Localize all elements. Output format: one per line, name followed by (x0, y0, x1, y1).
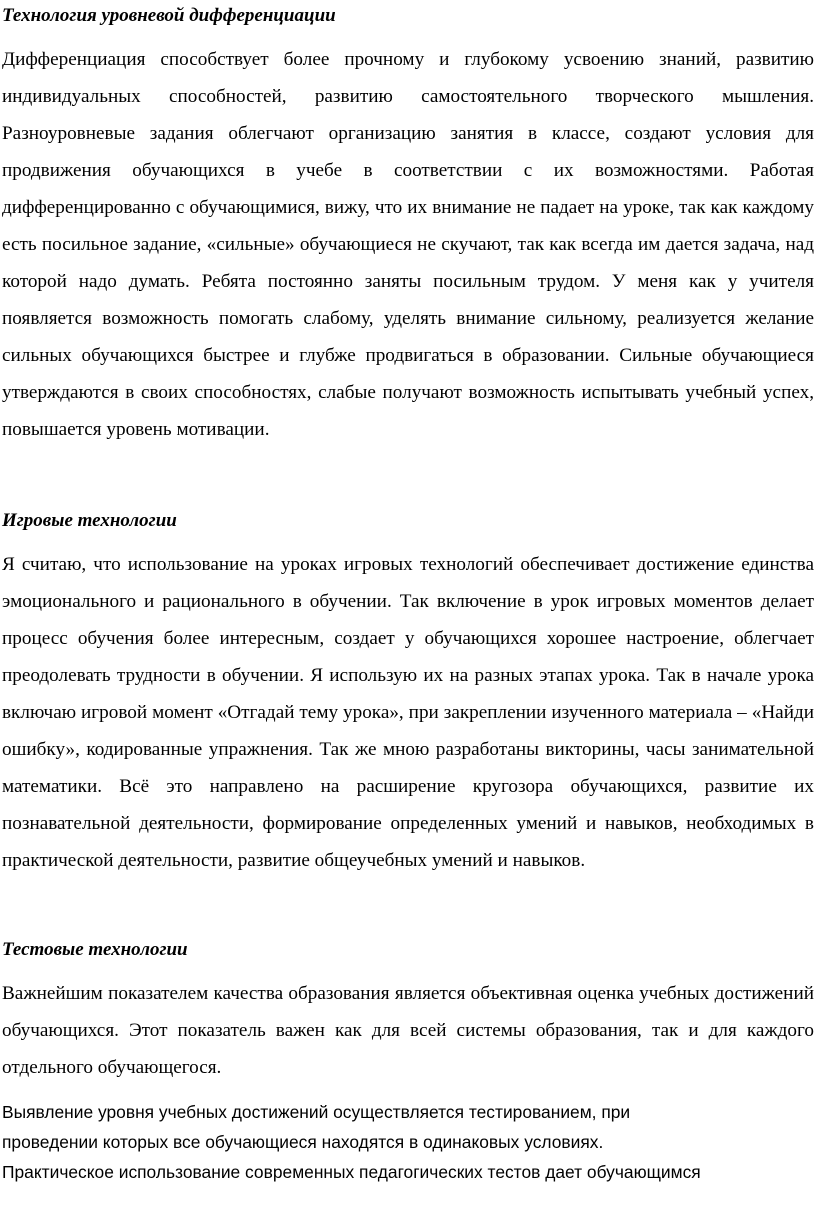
section-paragraph-test-technologies: Важнейшим показателем качества образования является объективная оценка учебных достижений обучающихся. Этот показатель важен как для всей системы образования, так и для каждого отдельного обучающегося. (2, 983, 814, 1078)
final-line-1: Выявление уровня учебных достижений осуществляется тестированием, при (2, 1102, 631, 1122)
section-heading-differentiation: Технология уровневой дифференциации (2, 5, 336, 26)
section-heading-game-technologies: Игровые технологии (2, 510, 177, 531)
final-line-3: Практическое использование современных педагогических тестов дает обучающимся (2, 1162, 701, 1182)
section-paragraph-differentiation: Дифференциация способствует более прочному и глубокому усвоению знаний, развитию индивидуальных способностей, развитию самостоятельного творческого мышления. Разноуровневые задания облегчают организацию занятия в классе, создают условия для продвижения обучающихся в учебе в соответствии с их возможностями. Работая дифференцированно с обучающимися, вижу, что их внимание не падает на уроке, так как каждому есть посильное задание, «сильные» обучающиеся не скучают, так как всегда им дается задача, над которой надо думать. Ребята постоянно заняты посильным трудом. У меня как у учителя появляется возможность помогать слабому, уделять внимание сильному, реализуется желание сильных обучающихся быстрее и глубже продвигаться в образовании. Сильные обучающиеся утверждаются в своих способностях, слабые получают возможность испытывать учебный успех, повышается уровень мотивации. (2, 49, 814, 440)
final-line-2: проведении которых все обучающиеся находятся в одинаковых условиях. (2, 1132, 604, 1152)
section-heading-test-technologies: Тестовые технологии (2, 939, 188, 960)
section-paragraph-game-technologies: Я считаю, что использование на уроках игровых технологий обеспечивает достижение единства эмоционального и рационального в обучении. Так включение в урок игровых моментов делает процесс обучения более интересным, создает у обучающихся хорошее настроение, облегчает преодолевать трудности в обучении. Я использую их на разных этапах урока. Так в начале урока включаю игровой момент «Отгадай тему урока», при закреплении изученного материала – «Найди ошибку», кодированные упражнения. Так же мною разработаны викторины, часы занимательной математики. Всё это направлено на расширение кругозора обучающихся, развитие их познавательной деятельности, формирование определенных умений и навыков, необходимых в практической деятельности, развитие общеучебных умений и навыков. (2, 554, 814, 871)
